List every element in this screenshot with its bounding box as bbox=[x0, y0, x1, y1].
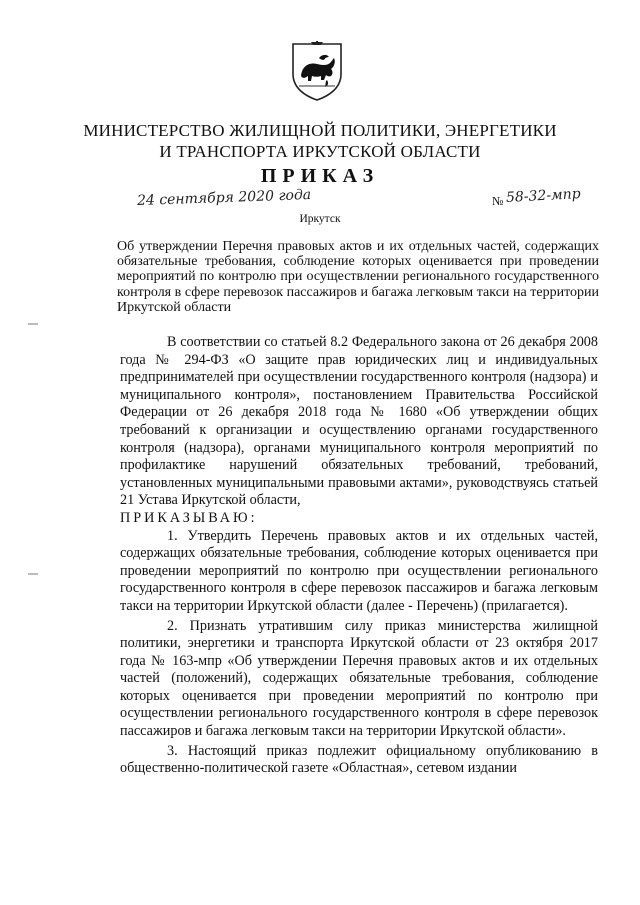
order-body bbox=[120, 334, 598, 778]
ministry-name-line-2: И ТРАНСПОРТА ИРКУТСКОЙ ОБЛАСТИ bbox=[159, 142, 481, 161]
ministry-name-line-1: МИНИСТЕРСТВО ЖИЛИЩНОЙ ПОЛИТИКИ, ЭНЕРГЕТИКИ bbox=[83, 121, 557, 140]
item-1-paragraph: 1. Утвердить Перечень правовых актов и их отдельных частей, содержащих обязательные требования, соблюдение которых оценивается при проведении мероприятий по контролю при осуществлении регионального государственного контроля в сфере перевозок пассажиров и багажа легковым такси на территории Иркутской области (далее - Перечень) (прилагается). bbox=[120, 527, 598, 614]
document-type-title: ПРИКАЗ bbox=[260, 165, 380, 187]
handwritten-date: 24 сентября 2020 года bbox=[136, 186, 312, 210]
number-sign: № bbox=[492, 194, 504, 208]
handwritten-number: 58-32-мпр bbox=[505, 186, 582, 206]
city-name: Иркутск bbox=[299, 213, 341, 225]
preamble-paragraph: В соответствии со статьей 8.2 Федерального закона от 26 декабря 2008 года № 294-ФЗ «О защите прав юридических лиц и индивидуальных предпринимателей при осуществлении государственного контроля (надзора) и муниципального контроля», постановлением Правительства Российской Федерации от 26 декабря 2018 года № 1680 «Об утверждении общих требований к организации и осуществлению органами государственного контроля (надзора), органами муниципального контроля мероприятий по профилактике нарушений обязательных требований, требований, установленных муниципальными правовыми актами», руководствуясь статьей 21 Устава Иркутской области, bbox=[120, 334, 598, 509]
order-subject: Об утверждении Перечня правовых актов и их отдельных частей, содержащих обязательные требования, соблюдение которых оценивается при проведении мероприятий по контролю при осуществлении регионального государственного контроля в сфере перевозок пассажиров и багажа легковым такси на территории Иркутской области bbox=[117, 239, 599, 315]
item-2-paragraph: 2. Признать утратившим силу приказ министерства жилищной политики, энергетики и транспорта Иркутской области от 23 октября 2017 года № 163-мпр «Об утверждении Перечня правовых актов и их отдельных частей (положений), содержащих обязательные требования, соблюдение которых оценивается при проведении мероприятий по контролю при осуществлении регионального государственного контроля в сфере перевозок пассажиров и багажа легковым такси на территории Иркутской области». bbox=[120, 617, 598, 740]
order-word: ПРИКАЗЫВАЮ: bbox=[120, 509, 258, 526]
item-3-paragraph: 3. Настоящий приказ подлежит официальному опубликованию в общественно-политической газете «Областная», сетевом издании bbox=[120, 742, 598, 777]
coat-of-arms-emblem bbox=[289, 40, 345, 102]
margin-mark bbox=[28, 323, 38, 325]
margin-mark bbox=[28, 573, 38, 575]
